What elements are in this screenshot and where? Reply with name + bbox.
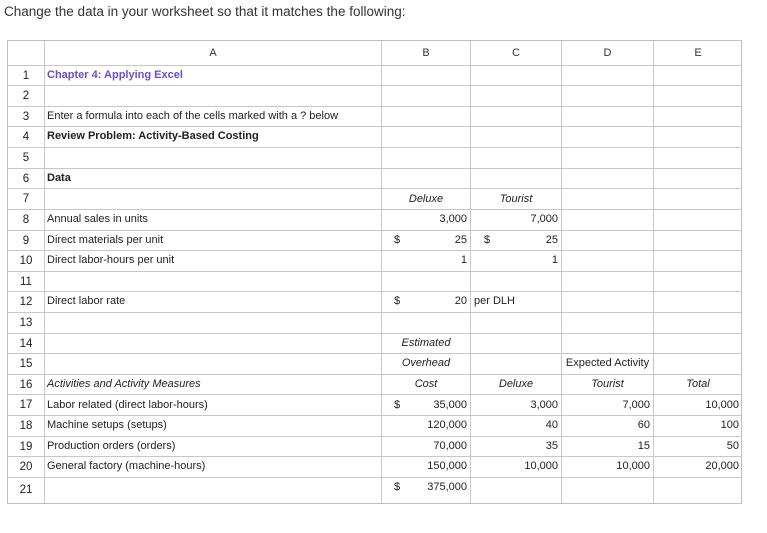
- cell-a16[interactable]: Activities and Activity Measures: [47, 378, 201, 390]
- cell-c9-currency-symbol: $: [484, 234, 491, 246]
- cell-b7[interactable]: Deluxe: [408, 193, 444, 205]
- spreadsheet-grid: [7, 40, 742, 504]
- row-number-10[interactable]: 10: [19, 255, 33, 267]
- cell-d16[interactable]: Tourist: [591, 378, 624, 390]
- cell-b17-currency-symbol: $: [394, 399, 401, 411]
- row-number-11[interactable]: 11: [20, 276, 32, 288]
- cell-b14[interactable]: Estimated: [401, 337, 451, 349]
- cell-c9[interactable]: 25: [545, 234, 558, 246]
- row-number-20[interactable]: 20: [19, 461, 33, 473]
- cell-b16[interactable]: Cost: [414, 378, 438, 390]
- cell-c12[interactable]: per DLH: [474, 295, 515, 307]
- row-number-19[interactable]: 19: [19, 441, 33, 453]
- cell-a3[interactable]: Enter a formula into each of the cells marked with a ? below: [47, 110, 339, 122]
- cell-b8[interactable]: 3,000: [439, 213, 467, 225]
- cell-d17[interactable]: 7,000: [622, 399, 650, 411]
- cell-a10[interactable]: Direct labor-hours per unit: [47, 254, 175, 266]
- cell-c10[interactable]: 1: [551, 254, 558, 266]
- row-number-1[interactable]: 1: [22, 70, 30, 82]
- row-number-21[interactable]: 21: [19, 484, 33, 496]
- cell-a18[interactable]: Machine setups (setups): [47, 419, 167, 431]
- cell-a17[interactable]: Labor related (direct labor-hours): [47, 399, 208, 411]
- row-number-5[interactable]: 5: [22, 152, 30, 164]
- row-number-15[interactable]: 15: [19, 358, 33, 370]
- cell-e19[interactable]: 50: [726, 440, 739, 452]
- cell-e17[interactable]: 10,000: [705, 399, 739, 411]
- cell-d19[interactable]: 15: [637, 440, 650, 452]
- cell-c16[interactable]: Deluxe: [498, 378, 534, 390]
- cell-b18[interactable]: 120,000: [427, 419, 467, 431]
- cell-c20[interactable]: 10,000: [524, 460, 558, 472]
- column-header-d[interactable]: D: [603, 47, 612, 59]
- cell-e18[interactable]: 100: [720, 419, 739, 431]
- cell-a19[interactable]: Production orders (orders): [47, 440, 176, 452]
- column-header-a[interactable]: A: [209, 47, 217, 59]
- column-header-c[interactable]: C: [512, 47, 520, 59]
- cell-b20[interactable]: 150,000: [427, 460, 467, 472]
- cell-b9-currency-symbol: $: [394, 234, 401, 246]
- row-number-12[interactable]: 12: [19, 296, 33, 308]
- row-number-4[interactable]: 4: [22, 131, 30, 143]
- cell-c8[interactable]: 7,000: [530, 213, 558, 225]
- cell-b21-currency-symbol: $: [394, 481, 401, 493]
- cell-b17[interactable]: 35,000: [433, 399, 467, 411]
- cell-c17[interactable]: 3,000: [530, 399, 558, 411]
- instruction-text: Change the data in your worksheet so that it matches the following:: [4, 4, 406, 19]
- cell-b12-currency-symbol: $: [394, 295, 401, 307]
- row-number-7[interactable]: 7: [22, 193, 30, 205]
- cell-d15[interactable]: Expected Activity: [565, 357, 650, 369]
- cell-a8[interactable]: Annual sales in units: [47, 213, 148, 225]
- cell-e16[interactable]: Total: [686, 378, 710, 390]
- cell-b19[interactable]: 70,000: [433, 440, 467, 452]
- row-number-3[interactable]: 3: [22, 111, 30, 123]
- cell-c18[interactable]: 40: [545, 419, 558, 431]
- cell-a12[interactable]: Direct labor rate: [47, 295, 126, 307]
- row-number-18[interactable]: 18: [19, 420, 33, 432]
- cell-b12[interactable]: 20: [454, 295, 467, 307]
- cell-c19[interactable]: 35: [545, 440, 558, 452]
- row-number-14[interactable]: 14: [19, 338, 33, 350]
- row-number-9[interactable]: 9: [22, 235, 30, 247]
- column-header-e[interactable]: E: [694, 47, 702, 59]
- cell-b10[interactable]: 1: [460, 254, 467, 266]
- cell-e20[interactable]: 20,000: [705, 460, 739, 472]
- cell-a4[interactable]: Review Problem: Activity-Based Costing: [47, 130, 259, 142]
- cell-a20[interactable]: General factory (machine-hours): [47, 460, 206, 472]
- cell-b21[interactable]: 375,000: [427, 481, 467, 493]
- row-number-2[interactable]: 2: [22, 90, 30, 102]
- row-number-17[interactable]: 17: [19, 399, 33, 411]
- cell-d18[interactable]: 60: [637, 419, 650, 431]
- cell-b15[interactable]: Overhead: [401, 357, 451, 369]
- row-number-6[interactable]: 6: [22, 173, 30, 185]
- cell-a6[interactable]: Data: [47, 172, 71, 184]
- cell-d20[interactable]: 10,000: [616, 460, 650, 472]
- column-header-b[interactable]: B: [422, 47, 430, 59]
- cell-a9[interactable]: Direct materials per unit: [47, 234, 164, 246]
- cell-c7[interactable]: Tourist: [499, 193, 533, 205]
- row-number-16[interactable]: 16: [19, 379, 33, 391]
- row-number-8[interactable]: 8: [22, 214, 30, 226]
- cell-b9[interactable]: 25: [454, 234, 467, 246]
- cell-a1[interactable]: Chapter 4: Applying Excel: [47, 69, 183, 81]
- row-number-13[interactable]: 13: [19, 317, 33, 329]
